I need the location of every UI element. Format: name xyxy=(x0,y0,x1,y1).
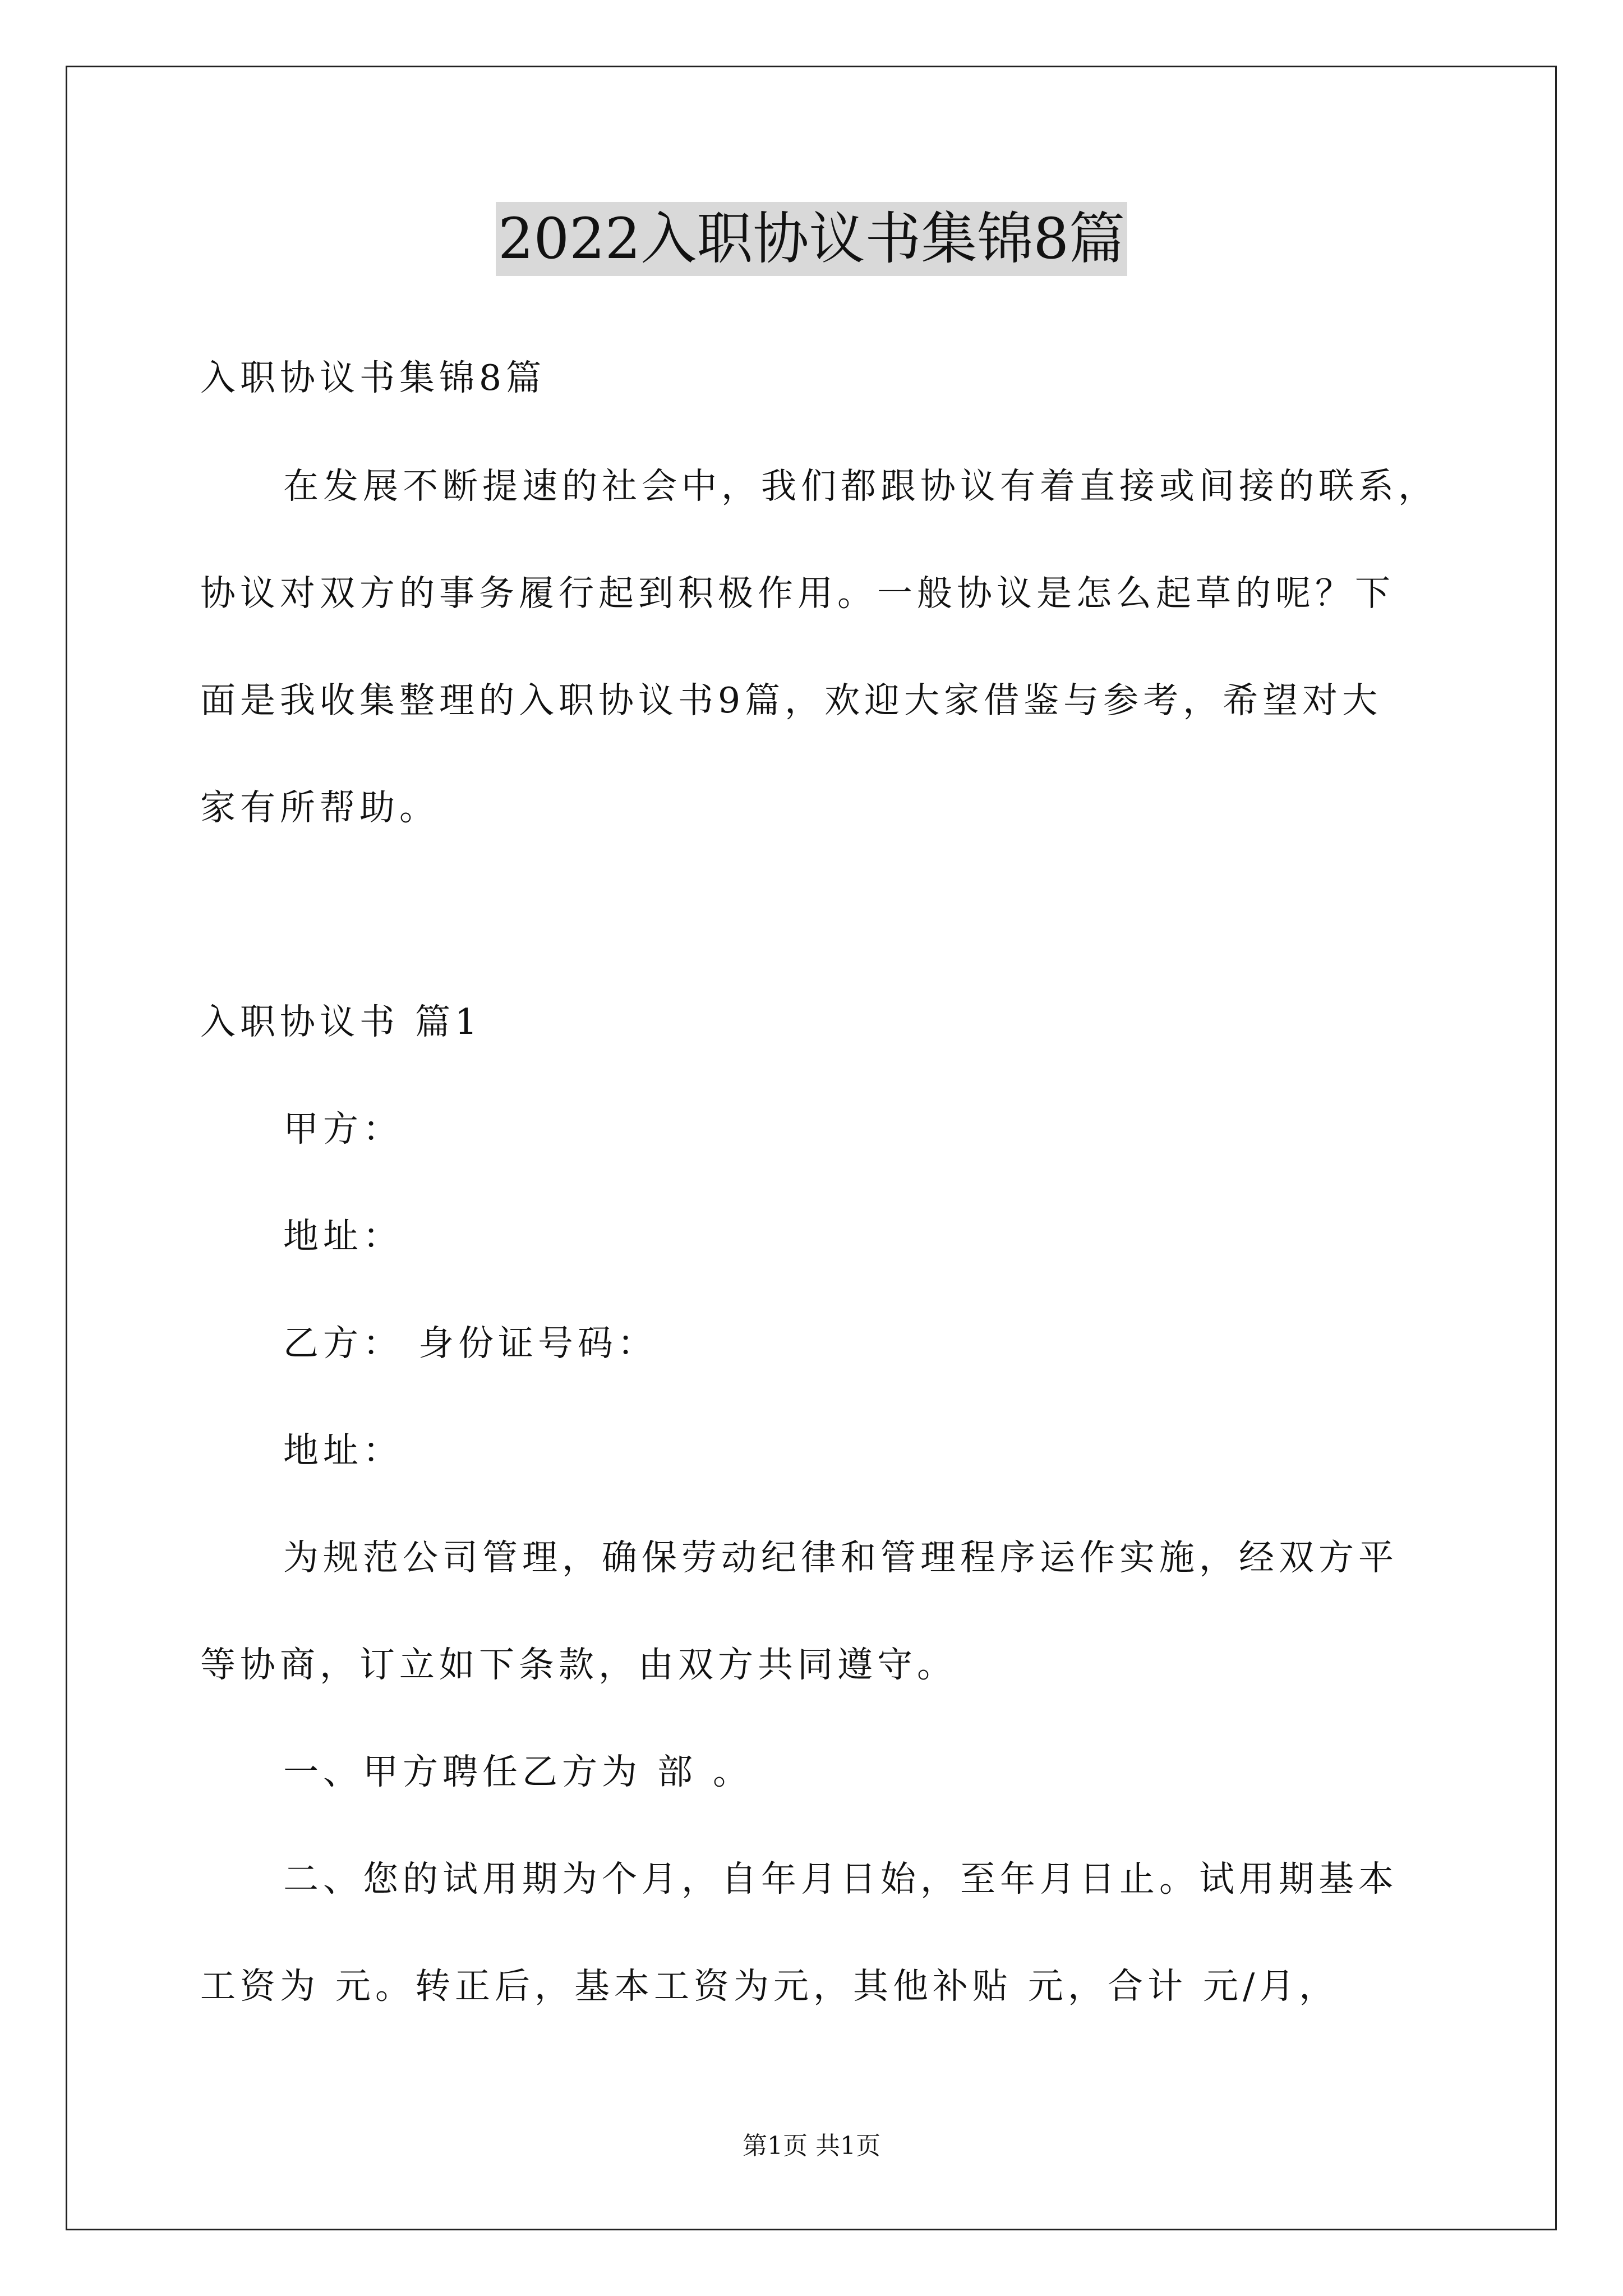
party-b-label: 乙方： 身份证号码： xyxy=(283,1323,658,1364)
title-container xyxy=(0,202,1623,276)
intro-line-4: 家有所帮助。 xyxy=(200,787,439,828)
intro-line-3: 面是我收集整理的入职协议书9篇，欢迎大家借鉴与参考，希望对大 xyxy=(200,680,1382,721)
intro-line-2: 协议对双方的事务履行起到积极作用。一般协议是怎么起草的呢？下 xyxy=(200,573,1395,614)
paragraph-line-1: 为规范公司管理，确保劳动纪律和管理程序运作实施，经双方平 xyxy=(283,1537,1398,1578)
clause-2-line-2: 工资为 元。转正后，基本工资为元，其他补贴 元，合计 元/月， xyxy=(200,1966,1339,2007)
intro-line-1: 在发展不断提速的社会中，我们都跟协议有着直接或间接的联系， xyxy=(283,466,1438,507)
address-b-label: 地址： xyxy=(283,1430,403,1471)
address-a-label: 地址： xyxy=(283,1216,403,1257)
paragraph-line-2: 等协商，订立如下条款，由双方共同遵守。 xyxy=(200,1644,957,1685)
clause-2-line-1: 二、您的试用期为个月，自年月日始，至年月日止。试用期基本 xyxy=(283,1858,1398,1899)
document-title: 2022入职协议书集锦8篇 xyxy=(496,202,1127,276)
section-heading: 入职协议书 篇1 xyxy=(200,1001,482,1042)
document-subtitle: 入职协议书集锦8篇 xyxy=(200,357,546,398)
page-footer: 第1页 共1页 xyxy=(743,2132,880,2160)
clause-1: 一、甲方聘任乙方为 部 。 xyxy=(283,1751,753,1792)
party-a-label: 甲方： xyxy=(283,1108,403,1149)
